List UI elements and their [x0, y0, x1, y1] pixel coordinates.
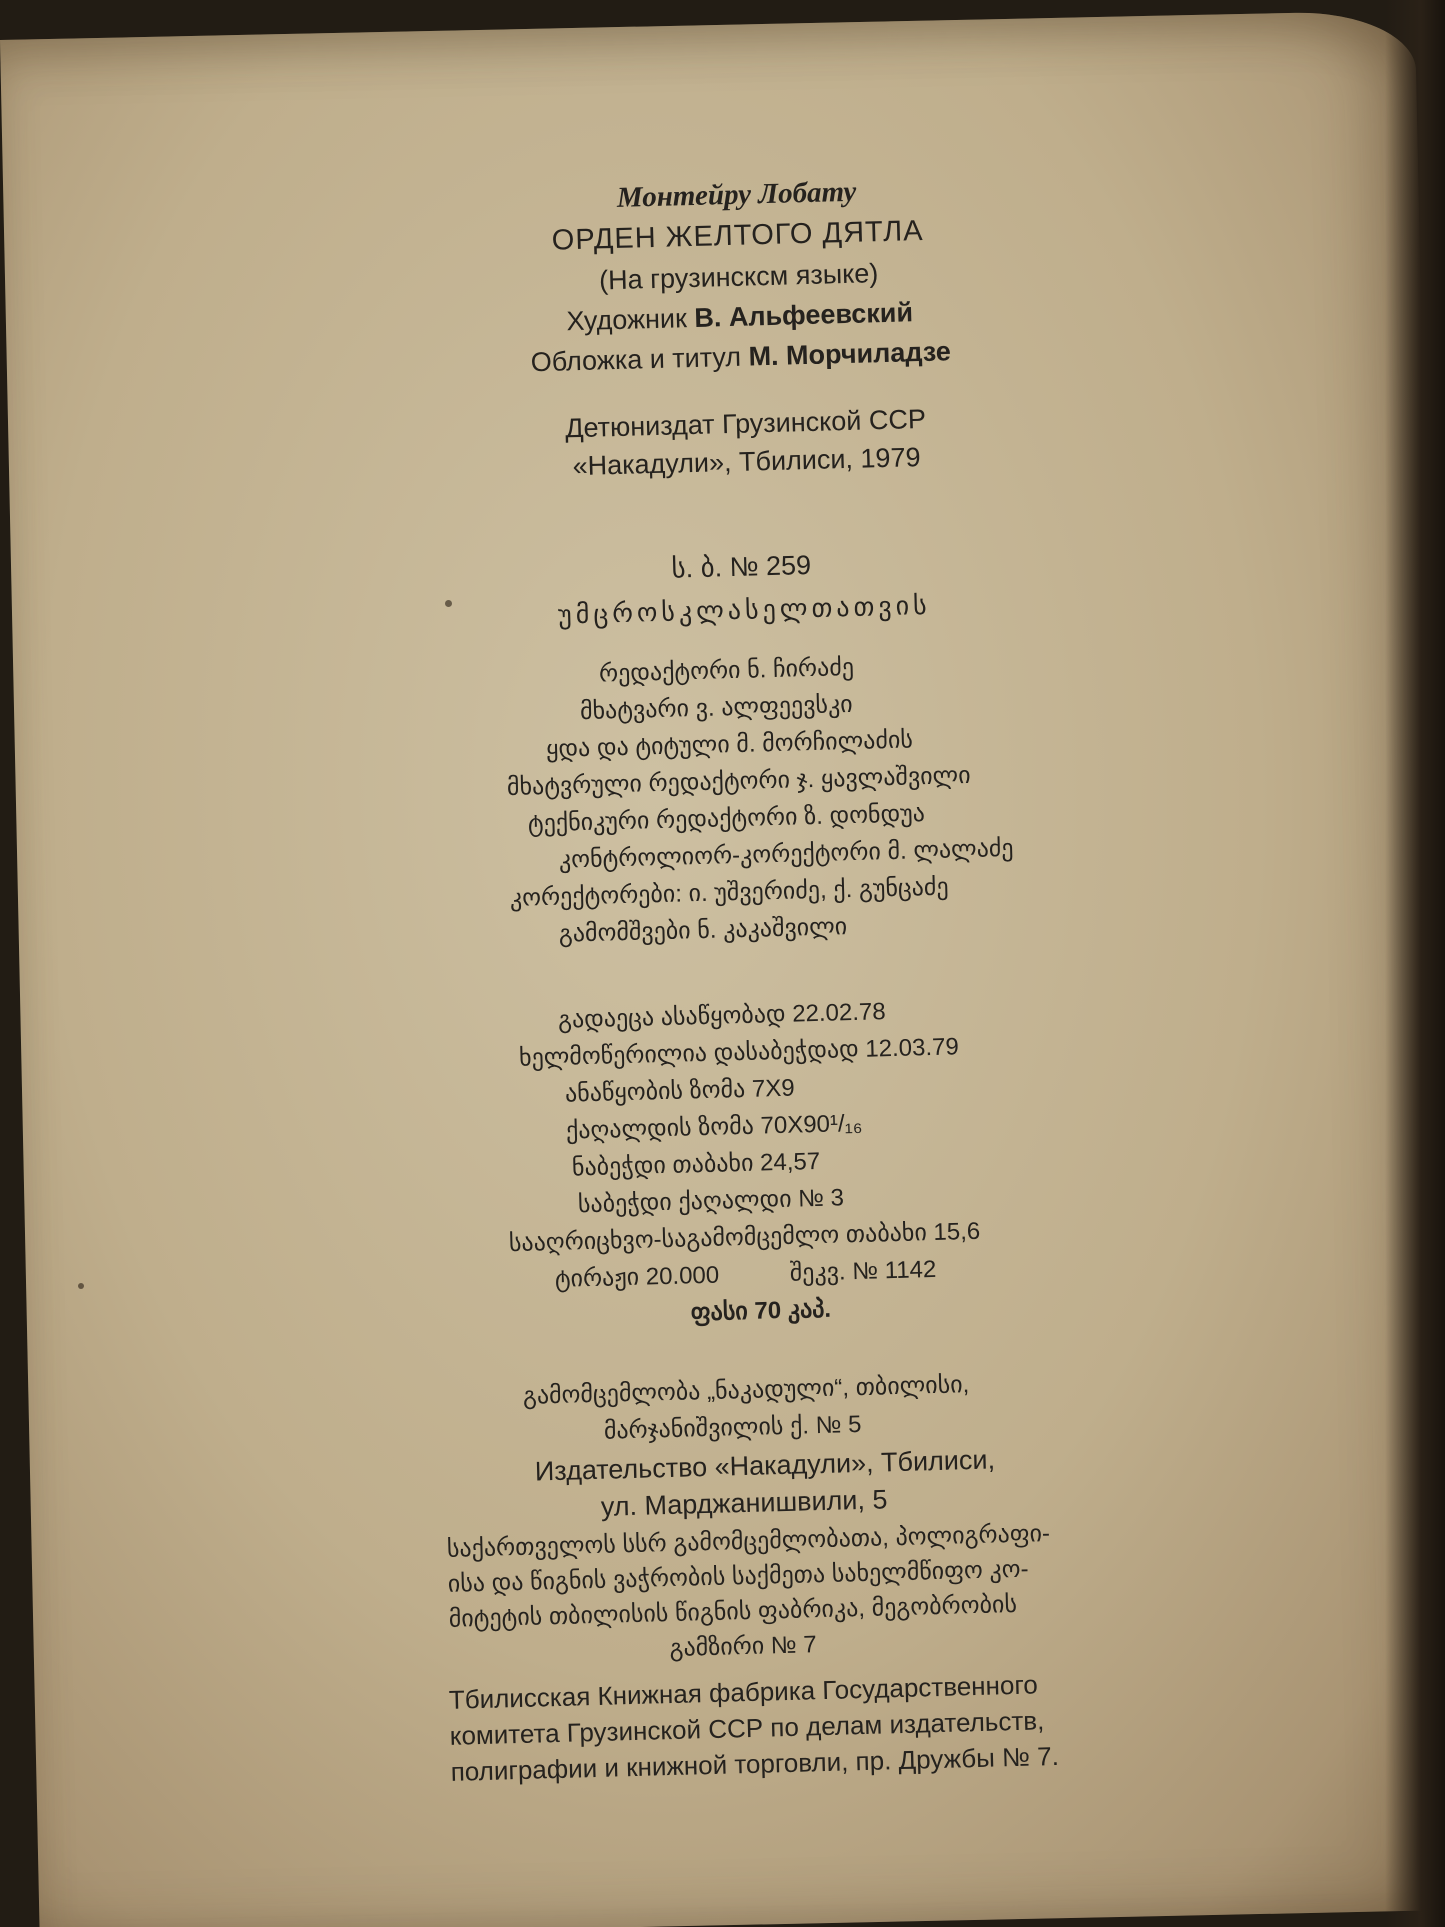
print-run: ტირაჟი 20.000 [554, 1261, 720, 1293]
credit-line: მხატვარი ვ. ალფეევსკი [579, 690, 854, 726]
typesetting-date: გადაეცა ასაწყობად 22.02.78 [557, 998, 886, 1034]
credit-line: ტექნიკური რედაქტორი ზ. დონდუა [527, 800, 926, 838]
printer-ru-line: полиграфии и книжной торговли, пр. Дружбы № 7. [450, 1740, 1060, 1787]
paper-size: ქაღალდის ზომა 70X90¹/₁₆ [565, 1109, 863, 1145]
credit-line: გამომშვები ნ. კაკაშვილი [558, 913, 848, 948]
cover-name: М. Морчиладзе [748, 336, 952, 372]
cover-label: Обложка и титул [530, 341, 742, 378]
author-name: Монтейру Лобату [616, 175, 857, 214]
type-size: ანაწყობის ზომა 7X9 [564, 1074, 795, 1108]
credit-line: მხატვრული რედაქტორი ჯ. ყავლაშვილი [506, 761, 971, 802]
illustrator-label: Художник [566, 303, 688, 337]
credit-line: კორექტორები: ი. უშვერიძე, ქ. გუნცაძე [509, 873, 949, 912]
catalog-number: ს. ბ. № 259 [671, 549, 812, 584]
printing-paper: საბეჭდი ქაღალდი № 3 [577, 1184, 845, 1219]
credit-line: რედაქტორი ნ. ჩირაძე [598, 653, 855, 688]
printer-ka-line: საქართველოს სსრ გამომცემლობათა, პოლიგრაფი- [446, 1520, 1051, 1563]
publisher-sheets: სააღრიცხვო-საგამომცემლო თაბახი 15,6 [508, 1217, 981, 1258]
book-title: ОРДЕН ЖЕЛТОГО ДЯТЛА [551, 214, 924, 257]
publisher-address-ka-2: მარჯანიშვილის ქ. № 5 [603, 1410, 862, 1445]
credit-line: კონტროლიორ-კორექტორი მ. ლალაძე [558, 834, 1014, 874]
price: ფასი 70 კაპ. [690, 1295, 832, 1327]
cover-credit [530, 338, 951, 376]
printed-sheets: ნაბეჭდი თაბახი 24,57 [571, 1147, 821, 1182]
language-note: (На грузинсксм языке) [598, 258, 879, 296]
printer-ka-line: გამზირი № 7 [669, 1631, 817, 1663]
printer-ru-line: комитета Грузинской ССР по делам издательств, [449, 1705, 1045, 1751]
illustrator-credit [566, 299, 913, 335]
audience-label: უმცროსკლასელთათვის [557, 589, 932, 630]
publisher-address-ka-1: გამომცემლობა „ნაკადული“, თბილისი, [522, 1371, 970, 1410]
publisher-line-1: Детюниздат Грузинской ССР [564, 403, 927, 444]
order-number: შეკვ. № 1142 [789, 1255, 937, 1287]
publisher-address-ru-2: ул. Марджанишвили, 5 [600, 1484, 888, 1522]
signed-for-print-date: ხელმოწერილია დასაბეჭდად 12.03.79 [518, 1033, 960, 1072]
printer-ka-line: მიტეტის თბილისის წიგნის ფაბრიკა, მეგობრობის [448, 1590, 1018, 1633]
publisher-line-2: «Накадули», Тбилиси, 1979 [572, 442, 921, 482]
illustrator-name: В. Альфеевский [693, 297, 914, 333]
printer-ka-line: ისა და წიგნის ვაჭრობის საქმეთა სახელმწიფო კო- [447, 1555, 1029, 1598]
printer-ru-line: Тбилисская Книжная фабрика Государственного [448, 1669, 1039, 1715]
publisher-address-ru-1: Издательство «Накадули», Тбилиси, [534, 1444, 996, 1487]
credit-line: ყდა და ტიტული მ. მორჩილაძის [545, 726, 914, 763]
